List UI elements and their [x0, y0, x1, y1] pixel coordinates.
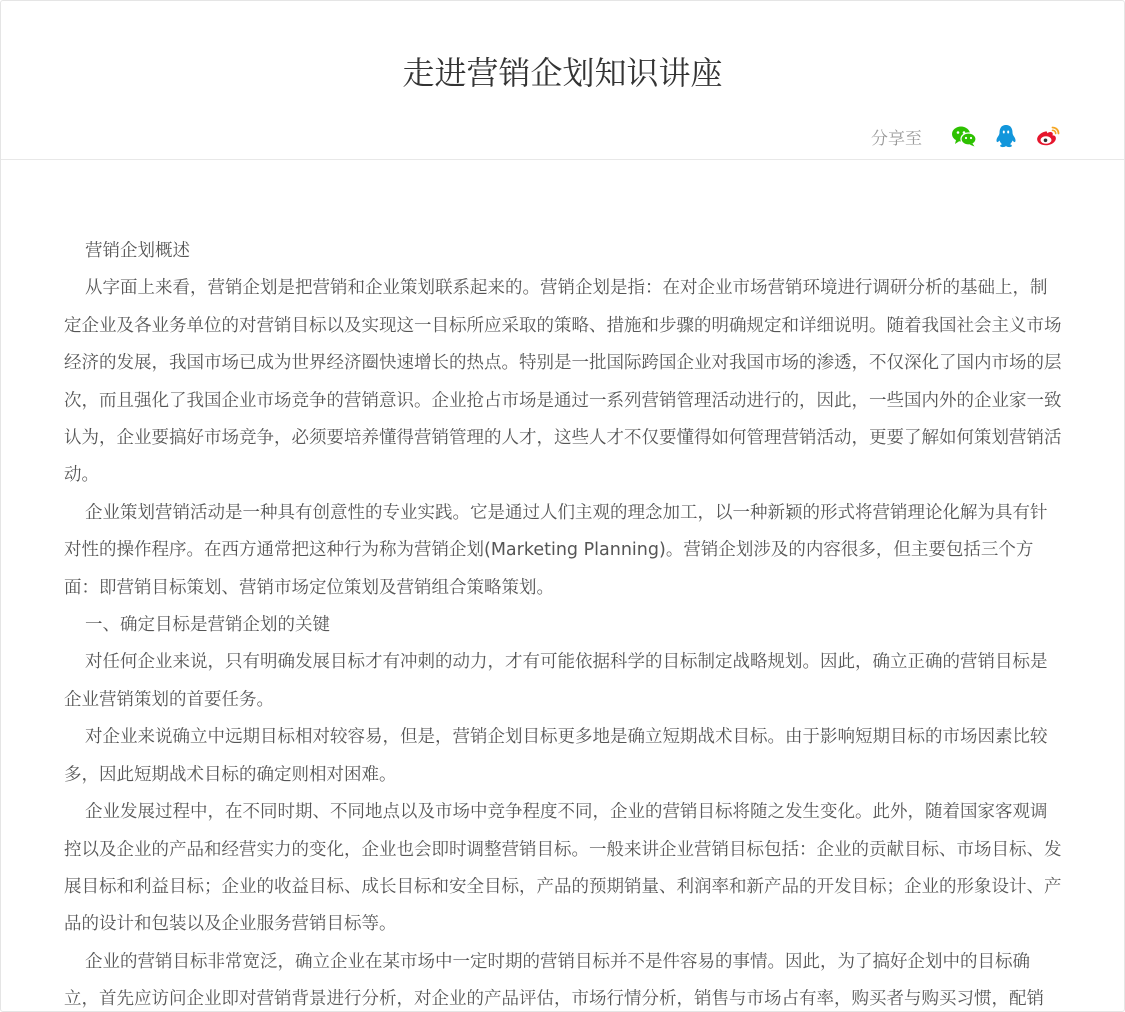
- article-paragraph: 营销企划概述: [85, 241, 190, 261]
- article-header: [1, 1, 1124, 160]
- article-paragraph: 对企业来说确立中远期目标相对较容易，但是，营销企划目标更多地是确立短期战术目标。由于影响短期目标的市场因素比较多，因此短期战术目标的确定则相对困难。: [64, 727, 1048, 785]
- article-title: 走进营销企划知识讲座: [402, 54, 723, 92]
- article-paragraph: 从字面上来看，营销企划是把营销和企业策划联系起来的。营销企划是指：在对企业市场营销环境进行调研分析的基础上，制定企业及各业务单位的对营销目标以及实现这一目标所应采取的策略、措施和步骤的明确规定和详细说明。随着我国社会主义市场经济的发展，我国市场已成为世界经济圈快速增长的热点。特别是一批国际跨国企业对我国市场的渗透，不仅深化了国内市场的层次，而且强化了我国企业市场竞争的营销意识。企业抢占市场是通过一系列营销管理活动进行的，因此，一些国内外的企业家一致认为，企业要搞好市场竞争，必须要培养懂得营销管理的人才，这些人才不仅要懂得如何管理营销活动，更要了解如何策划营销活动。: [64, 278, 1062, 486]
- article-paragraph: 企业策划营销活动是一种具有创意性的专业实践。它是通过人们主观的理念加工，以一种新颖的形式将营销理论化解为具有针对性的操作程序。在西方通常把这种行为称为营销企划(Marketing Planning)。营销企划涉及的内容很多，但主要包括三个方面：即营销目标策划、营销市场定位策划及营销组合策略策划。: [64, 502, 1048, 598]
- share-label: 分享至: [871, 128, 922, 149]
- article-paragraph: 企业的营销目标非常宽泛，确立企业在某市场中一定时期的营销目标并不是件容易的事情。因此，为了搞好企划中的目标确立，首先应访问企业即对营销背景进行分析，对企业的产品评估，市场行情分析，销售与市场占有率，购买者与购买习惯，配销: [64, 951, 1044, 1010]
- weibo-icon[interactable]: [1034, 122, 1062, 150]
- wechat-icon[interactable]: [950, 122, 978, 150]
- qq-icon[interactable]: [992, 122, 1020, 150]
- share-bar: [871, 121, 1062, 151]
- article-paragraph: 企业发展过程中，在不同时期、不同地点以及市场中竞争程度不同，企业的营销目标将随之发生变化。此外，随着国家客观调控以及企业的产品和经营实力的变化，企业也会即时调整营销目标。一般来讲企业营销目标包括：企业的贡献目标、市场目标、发展目标和利益目标；企业的收益目标、成长目标和安全目标，产品的预期销量、利润率和新产品的开发目标；企业的形象设计、产品的设计和包装以及企业服务营销目标等。: [64, 802, 1062, 935]
- article-paragraph: 对任何企业来说，只有明确发展目标才有冲刺的动力，才有可能依据科学的目标制定战略规划。因此，确立正确的营销目标是企业营销策划的首要任务。: [64, 652, 1048, 710]
- article-body: [64, 233, 1064, 1012]
- article-paragraph: 一、确定目标是营销企划的关键: [85, 615, 330, 636]
